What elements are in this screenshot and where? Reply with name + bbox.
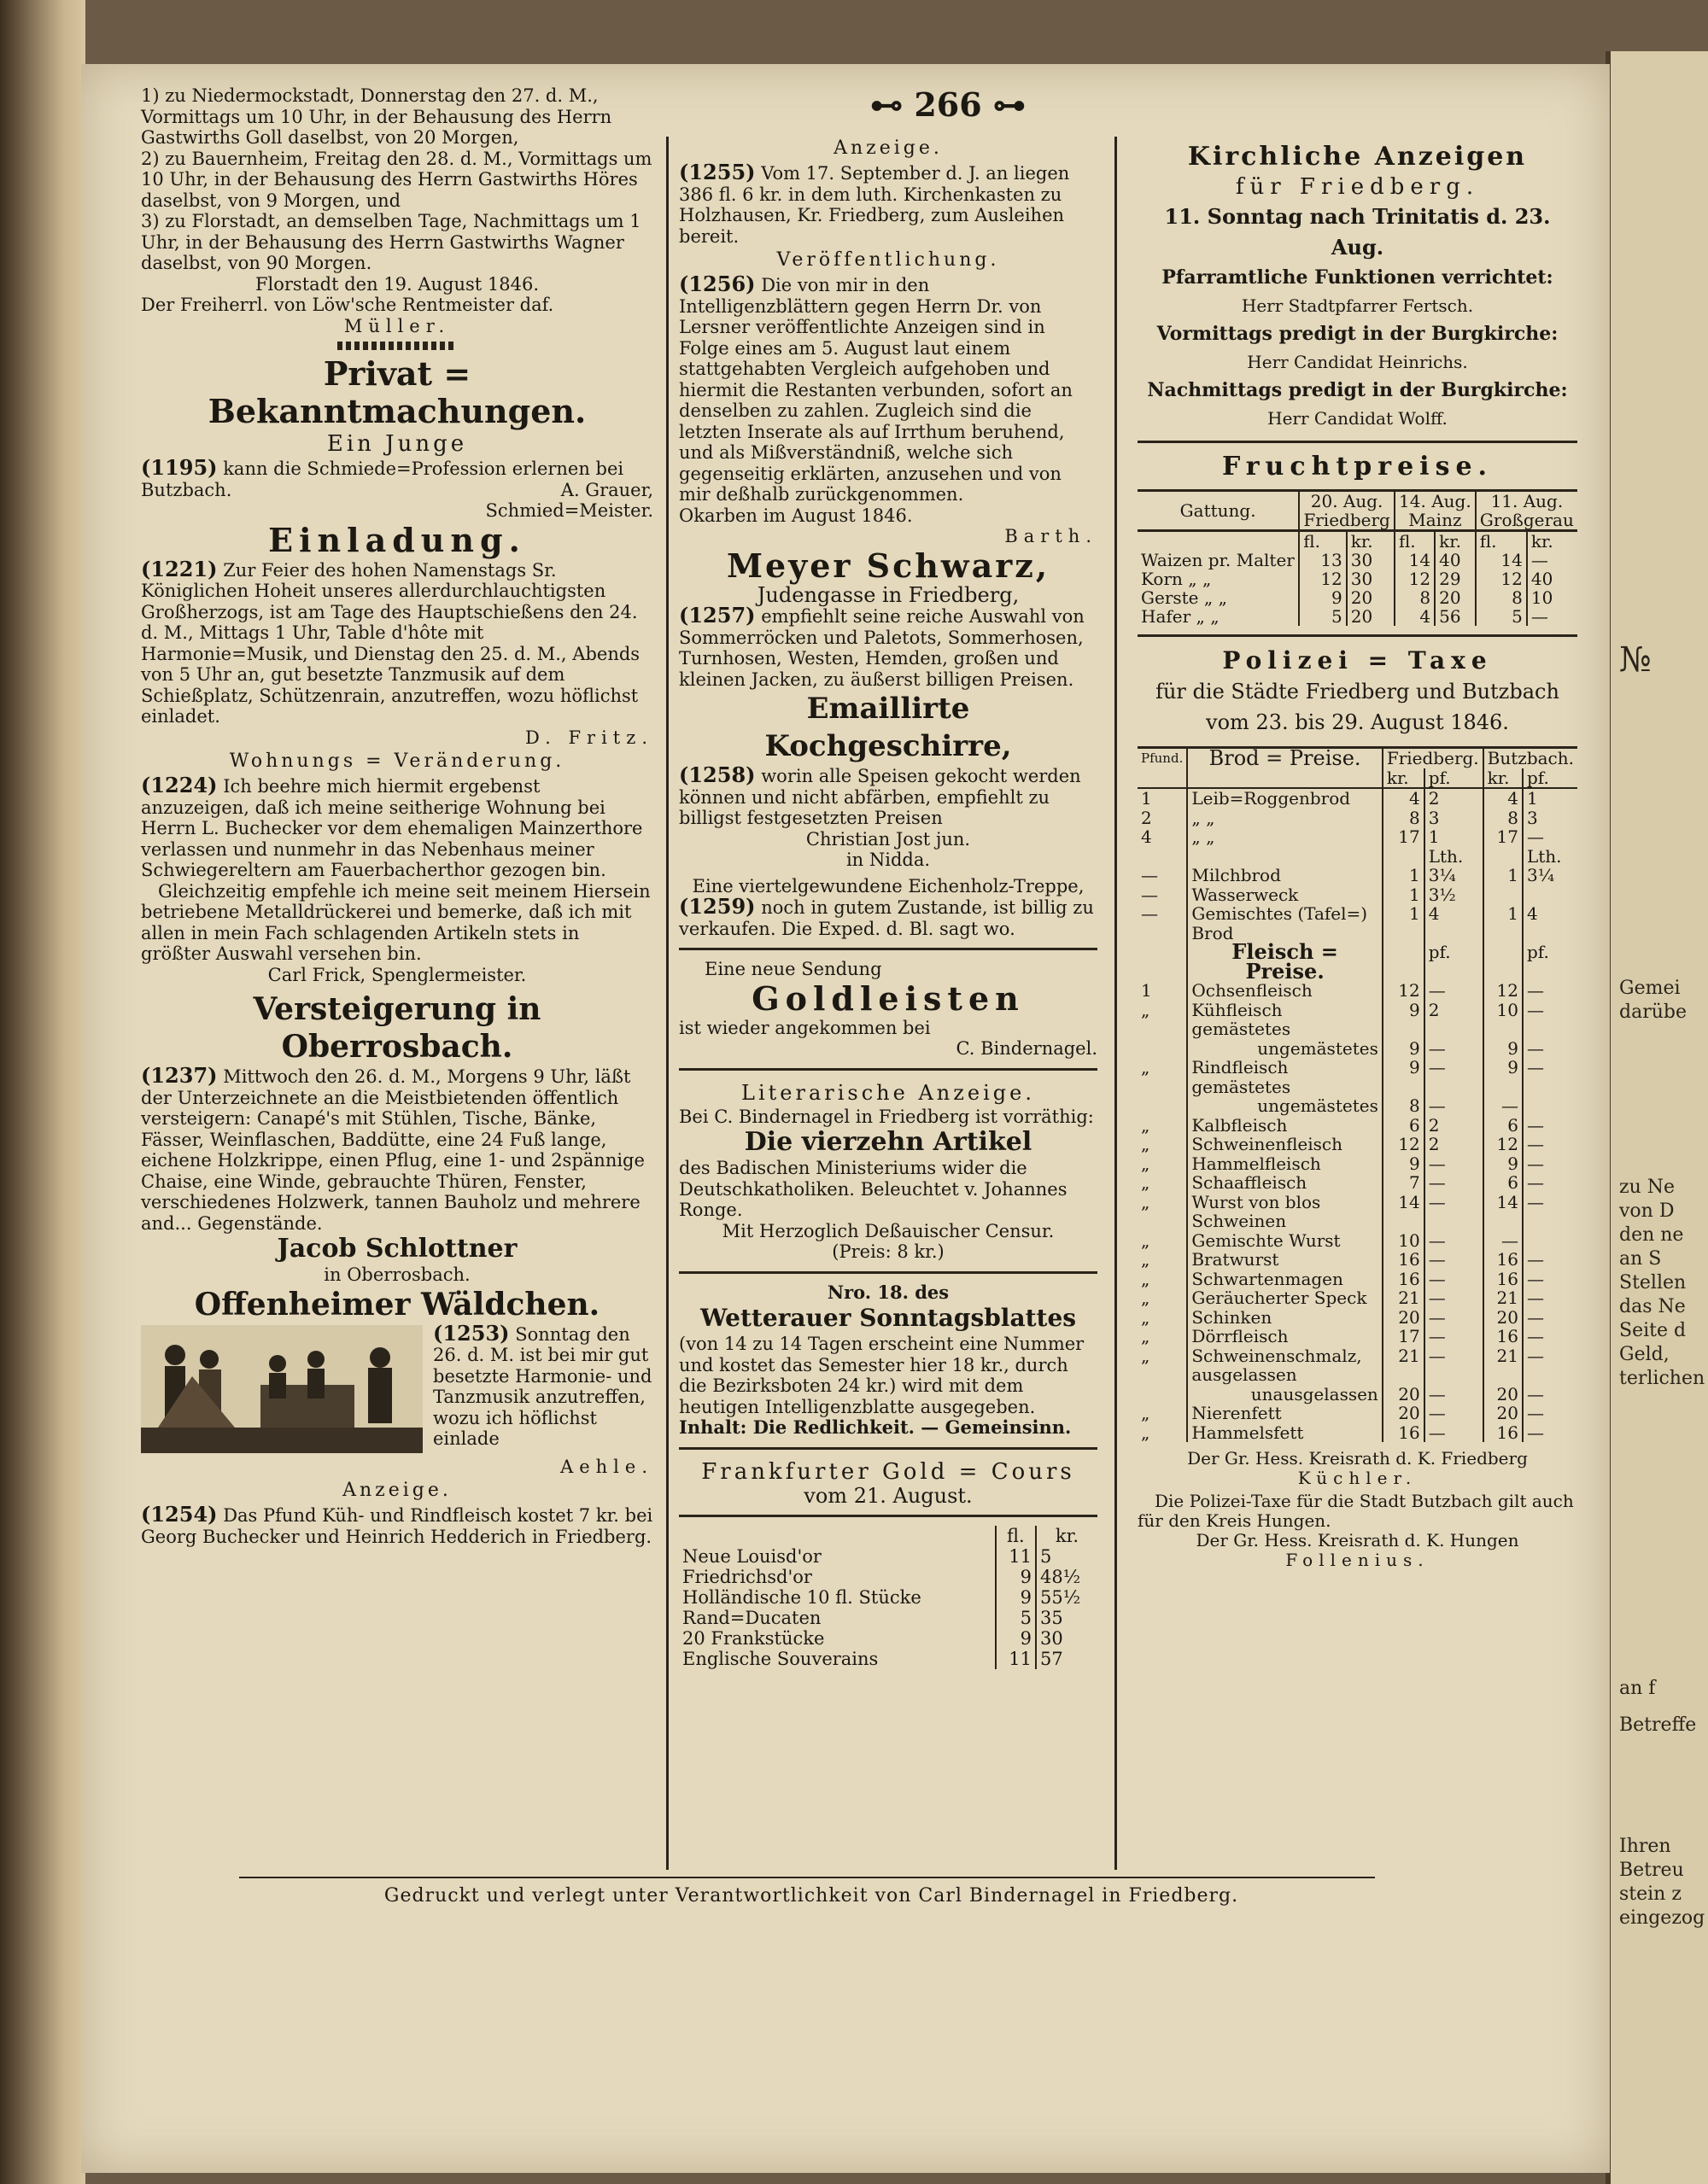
ad-title: Versteigerung in Oberrosbach.	[253, 991, 541, 1065]
printer-imprint: Gedruckt und verlegt unter Verantwortlichkeit von Carl Bindernagel in Friedberg.	[383, 1885, 1239, 1907]
church-line: Pfarramtliche Funktionen verrichtet:	[1161, 266, 1553, 289]
ad-number: (1255)	[679, 160, 756, 184]
ad-signature: Carl Frick, Spenglermeister.	[267, 964, 527, 985]
table-header: Fleisch = Preise. pf. pf.	[1138, 943, 1577, 981]
ad-title: Wohnungs = Veränderung.	[229, 750, 565, 772]
table-subtitle: vom 23. bis 29. August 1846.	[1206, 710, 1509, 734]
church-line: Nachmittags predigt in der Burgkirche:	[1147, 379, 1568, 401]
ad-body: ist wieder angekommen bei	[679, 1017, 931, 1038]
right-page-text: den ne	[1619, 1224, 1684, 1246]
table-row: 1 Leib=Roggenbrod 4 2 4 1	[1138, 788, 1577, 809]
ad-body: (1257) empfiehlt seine reiche Auswahl von Sommerröcken und Paletots, Sommerhosen, Turnhosen, Westen, Hemden, großen und kleinen Jacken, zu äußerst billigen Preisen.	[679, 603, 1085, 690]
table-row: „ Schinken 20 — 20 —	[1138, 1308, 1577, 1328]
table-row: Rand=Ducaten 5 35	[679, 1608, 1097, 1628]
adjacent-page-fragment	[1606, 51, 1708, 2184]
section-heading: Privat = Bekanntmachungen.	[208, 354, 587, 430]
column-divider	[1114, 137, 1117, 1870]
ad-intro: Eine neue Sendung	[705, 959, 882, 979]
official-signature: Küchler.	[1297, 1468, 1418, 1488]
ad-signature: in Nidda.	[845, 850, 931, 870]
divider	[679, 1515, 1097, 1517]
table-title: Polizei = Taxe	[1222, 646, 1493, 674]
table-row: „ Hammelsfett 16 — 16 —	[1138, 1423, 1577, 1443]
table-row: — Wasserweck 1 3½	[1138, 885, 1577, 905]
table-title: Frankfurter Gold = Cours	[701, 1458, 1075, 1485]
church-line: Herr Candidat Wolff.	[1267, 408, 1448, 429]
table-row: Korn „ „ 12 30 12 29 12 40	[1138, 569, 1577, 588]
table-subtitle: vom 21. August.	[804, 1483, 973, 1508]
ornament-rule	[337, 342, 457, 350]
ad-body: (1195) kann die Schmiede=Profession erlernen bei	[141, 455, 624, 480]
right-page-text: №	[1619, 640, 1652, 680]
table-row: 20 Frankstücke 9 30	[679, 1628, 1097, 1649]
footer-rule	[239, 1877, 1375, 1878]
ad-number: (1257)	[679, 603, 756, 628]
place-date: Okarben im August 1846.	[679, 505, 913, 526]
ad-signature: Barth.	[1004, 526, 1097, 546]
ad-body: (1259) noch in gutem Zustande, ist billig zu verkaufen. Die Exped. d. Bl. sagt wo.	[679, 894, 1094, 939]
ad-title: Emaillirte Kochgeschirre,	[764, 692, 1012, 763]
table-row: „ Geräucherter Speck 21 — 21 —	[1138, 1288, 1577, 1308]
bread-price-table	[1138, 746, 1577, 1442]
ad-title: Eine viertelgewundene Eichenholz-Treppe,	[692, 875, 1085, 896]
ad-signature: in Oberrosbach.	[324, 1264, 471, 1285]
right-page-text: von D	[1619, 1200, 1675, 1222]
ad-signature: Jacob Schlottner	[277, 1234, 518, 1264]
table-header: Gattung. 20. Aug. 14. Aug. 11. Aug.	[1138, 491, 1577, 511]
right-page-text: Seite d	[1619, 1320, 1687, 1341]
right-page-text: das Ne	[1619, 1296, 1686, 1317]
ad-body: (1256) Die von mir in den Intelligenzblättern gegen Herrn Dr. von Lersner veröffentlichte Anzeigen sind in Folge eines am 5. August laut einem stattgehabten Vergleich aufgehoben und hiermit die Restanten verbunden, sofort an denselben zu zahlen. Zugleich sind die letzten Inserate als auf Irrthum beruhend, und als Mißverständniß, welche sich gegenseitig erklärten, anzusehen und von mir deßhalb zurückgenommen.	[679, 272, 1073, 505]
ad-signature: Schmied=Meister.	[485, 500, 653, 521]
table-row: — Milchbrod 1 3¼ 1 3¼	[1138, 866, 1577, 885]
divider	[679, 1447, 1097, 1450]
table-row: „ Schaaffleisch 7 — 6 —	[1138, 1173, 1577, 1193]
ad-title: Anzeige.	[834, 137, 943, 159]
right-page-text: Geld,	[1619, 1344, 1670, 1365]
table-row: Holländische 10 fl. Stücke 9 55½	[679, 1587, 1097, 1608]
ad-number: (1259)	[679, 894, 756, 919]
table-row: — Gemischtes (Tafel=) Brod 1 4 1 4	[1138, 904, 1577, 943]
table-header: Friedberg Mainz Großgerau	[1138, 511, 1577, 531]
ad-body: (von 14 zu 14 Tagen erscheint eine Nummer und kostet das Semester hier 18 kr., durch die Bezirksboten 24 kr.) wird mit dem heutigen Intelligenzblatte ausgegeben.	[679, 1334, 1085, 1417]
section-subheading: für Friedberg.	[1235, 174, 1480, 200]
ad-body: (1221) Zur Feier des hohen Namenstags Sr. Königlichen Hoheit unseres allerdurchlauchtigsten Großherzogs, ist am Tage des Hauptschießens den 24. d. M., Mittags 1 Uhr, Table d'hôte mit Harmonie=Musik, und Dienstag den 25. d. M., Abends von 5 Uhr an, gut besetzte Tanzmusik auf dem Schießplatz, Schützenrain, anzutreffen, wozu höflichst einladet.	[141, 556, 640, 727]
official-signature: Der Gr. Hess. Kreisrath d. K. Friedberg	[1187, 1448, 1528, 1469]
right-page-text: stein z	[1619, 1883, 1682, 1905]
divider	[1138, 441, 1577, 443]
table-row: Neue Louisd'or 11 5	[679, 1546, 1097, 1567]
table-row: „ Nierenfett 20 — 20 —	[1138, 1404, 1577, 1423]
ad-number: (1224)	[141, 773, 218, 797]
ad-body: des Badischen Ministeriums wider die Deutschkatholiken. Beleuchtet v. Johannes Ronge.	[679, 1158, 1068, 1220]
column-divider	[666, 137, 669, 1870]
ad-title: Anzeige.	[342, 1480, 452, 1501]
right-page-text: darübe	[1619, 1001, 1687, 1023]
table-row: 2 „ „ 8 3 8 3	[1138, 809, 1577, 828]
ad-number: (1258)	[679, 762, 756, 787]
ad-body: (1237) Mittwoch den 26. d. M., Morgens 9 Uhr, läßt der Unterzeichnete an die Meistbietenden öffentlich versteigern: Canapé's mit Stühlen, Tische, Bänke, Fässer, Weinflaschen, Baddütte, eine 24 Fuß lange, eichene Holzkrippe, einen Pflug, eine 1- und 2spännige Chaise, eine Winde, gebrauchte Thüren, Fenster, verschiedenes Holzwerk, tannen Bauholz und mehrere and... Gegenstände.	[141, 1063, 645, 1234]
church-line: Vormittags predigt in der Burgkirche:	[1156, 323, 1559, 345]
right-page-text: Betreffe	[1619, 1714, 1697, 1736]
ornament-icon: ⊶	[981, 85, 1026, 124]
book-binding-left	[0, 0, 85, 2184]
gold-cours-table	[679, 1526, 1097, 1669]
table-header: fl. kr. fl. kr. fl. kr.	[1138, 531, 1577, 552]
table-subtitle: für die Städte Friedberg und Butzbach	[1155, 680, 1559, 704]
right-page-text: an f	[1619, 1678, 1656, 1699]
column-1	[141, 85, 653, 1547]
table-row: „ Schwartenmagen 16 — 16 —	[1138, 1270, 1577, 1289]
ad-body: (1224) Ich beehre mich hiermit ergebenst anzuzeigen, daß ich meine seitherige Wohnung bei Herrn L. Buchecker vor dem ehemaligen Mainzerthore verlassen und nunmehr in das Nebenhaus meiner Schwiegereltern am Fauerbacherthor gezogen bin.	[141, 773, 643, 880]
dancers-woodcut-illustration	[141, 1325, 423, 1453]
table-row: „ Kalbfleisch 6 2 6 —	[1138, 1116, 1577, 1136]
table-row: ungemästetes 9 — 9 —	[1138, 1039, 1577, 1059]
divider	[679, 948, 1097, 950]
table-title: Fruchtpreise.	[1221, 452, 1493, 482]
ad-title: Goldleisten	[752, 978, 1025, 1018]
ad-title: Einladung.	[268, 520, 526, 559]
signer: Der Freiherrl. von Löw'sche Rentmeister daf.	[141, 295, 554, 315]
church-line: Herr Candidat Heinrichs.	[1247, 352, 1468, 372]
table-header: kr. pf. kr. pf.	[1138, 768, 1577, 789]
price: (Preis: 8 kr.)	[832, 1241, 945, 1262]
page-number: ⊷ 266 ⊶	[870, 85, 1026, 124]
ad-body: Gleichzeitig empfehle ich meine seit meinem Hiersein betriebene Metalldrückerei und bemerke, daß ich mit allen in mein Fach schlagenden Artikeln stets in größter Auswahl versehen bin.	[141, 880, 651, 964]
table-row: Englische Souverains 11 57	[679, 1649, 1097, 1669]
table-row: „ Rindfleisch gemästetes 9 — 9 —	[1138, 1058, 1577, 1096]
ad-number: (1237)	[141, 1063, 218, 1088]
ad-body: (1258) worin alle Speisen gekocht werden können und nicht abfärben, empfiehlt zu billigst festgesetzten Preisen	[679, 762, 1081, 828]
book-title: Die vierzehn Artikel	[744, 1127, 1032, 1157]
ad-signature: C. Bindernagel.	[956, 1038, 1097, 1059]
auction-list	[141, 85, 653, 274]
table-row: „ Wurst von blos Schweinen 14 — 14 —	[1138, 1193, 1577, 1231]
ad-signature: Butzbach. A. Grauer,	[141, 479, 653, 500]
place-date: Florstadt den 19. August 1846.	[254, 273, 540, 295]
table-row: „ Dörrfleisch 17 — 16 —	[1138, 1327, 1577, 1346]
ad-number: (1256)	[679, 272, 756, 296]
table-header: fl. kr.	[679, 1526, 1097, 1546]
official-signature: Der Gr. Hess. Kreisrath d. K. Hungen	[1196, 1530, 1519, 1550]
official-signature: Follenius.	[1285, 1550, 1430, 1570]
divider	[679, 1068, 1097, 1071]
right-page-text: Gemei	[1619, 978, 1681, 999]
right-page-text: an S	[1619, 1248, 1662, 1270]
table-row: Gerste „ „ 9 20 8 20 8 10	[1138, 588, 1577, 607]
section-heading: Kirchliche Anzeigen	[1187, 142, 1528, 172]
ad-number: (1221)	[141, 556, 218, 581]
ad-title: Literarische Anzeige.	[741, 1080, 1035, 1105]
ad-number: (1195)	[141, 455, 218, 480]
right-page-text: Betreu	[1619, 1860, 1684, 1881]
ad-signature: D. Fritz.	[525, 727, 653, 748]
ad-title: Nro. 18. des	[827, 1281, 950, 1303]
church-line: Herr Stadtpfarrer Fertsch.	[1241, 295, 1474, 316]
table-row: „ Hammelfleisch 9 — 9 —	[1138, 1154, 1577, 1174]
ad-title: Wetterauer Sonntagsblattes	[699, 1304, 1077, 1332]
list-item: 1) zu Niedermockstadt, Donnerstag den 27. d. M., Vormittags um 10 Uhr, in der Behausung des Herrn Gastwirths Goll daselbst, von 20 Morgen,	[141, 85, 612, 148]
divider	[1138, 634, 1577, 637]
right-page-text: terlichen	[1619, 1368, 1705, 1389]
ad-body: (1254) Das Pfund Küh- und Rindfleisch kostet 7 kr. bei Georg Buchecker und Heinrich Hedderich in Friedberg.	[141, 1502, 653, 1547]
table-row: 1 Ochsenfleisch 12 — 12 —	[1138, 981, 1577, 1001]
ad-number: (1254)	[141, 1502, 218, 1527]
table-row: Waizen pr. Malter 13 30 14 40 14 —	[1138, 551, 1577, 569]
ad-signature: Christian Jost jun.	[805, 828, 971, 850]
list-item: 3) zu Florstadt, an demselben Tage, Nachmittags um 1 Uhr, in der Behausung des Herrn Gastwirths Wagner daselbst, von 90 Morgen.	[141, 211, 641, 273]
table-row: 4 „ „ 17 1 17 —	[1138, 827, 1577, 847]
table-row: ungemästetes 8 — —	[1138, 1096, 1577, 1116]
note: Die Polizei-Taxe für die Stadt Butzbach gilt auch für den Kreis Hungen.	[1138, 1491, 1574, 1531]
right-page-text: eingezog	[1619, 1907, 1705, 1929]
divider	[679, 1271, 1097, 1274]
table-header: Pfund. Brod = Preise. Friedberg. Butzbach.	[1138, 748, 1577, 768]
table-row: „ Schweinenfleisch 12 2 12 —	[1138, 1135, 1577, 1154]
ad-body: (1253) Sonntag den 26. d. M. ist bei mir gut besetzte Harmonie- und Tanzmusik anzutreffen, wozu ich höflichst einlade	[141, 1323, 653, 1457]
column-3	[1138, 85, 1577, 1570]
column-2	[679, 85, 1097, 1669]
ad-title: Veröffentlichung.	[776, 249, 1000, 271]
ad-title: Offenheimer Wäldchen.	[194, 1286, 600, 1323]
table-row: Friedrichsd'or 9 48½	[679, 1567, 1097, 1587]
table-row: „ Gemischte Wurst 10 — —	[1138, 1231, 1577, 1251]
church-date: 11. Sonntag nach Trinitatis d. 23. Aug.	[1164, 204, 1551, 260]
ad-signature: Aehle.	[560, 1456, 653, 1477]
ad-title: Meyer Schwarz,	[726, 546, 1050, 585]
table-row: Hafer „ „ 5 20 4 56 5 —	[1138, 607, 1577, 626]
signer-name: Müller.	[343, 315, 451, 336]
ad-body: (1255) Vom 17. September d. J. an liegen 386 fl. 6 kr. in dem luth. Kirchenkasten zu Holzhausen, Kr. Friedberg, zum Ausleihen bereit.	[679, 160, 1070, 247]
ornament-icon: ⊷	[870, 85, 915, 124]
table-row: unausgelassen 20 — 20 —	[1138, 1385, 1577, 1404]
ad-body: Inhalt: Die Redlichkeit. — Gemeinsinn.	[679, 1416, 1072, 1438]
table-row: Lth. Lth.	[1138, 847, 1577, 867]
right-page-text: zu Ne	[1619, 1177, 1676, 1198]
table-row: „ Schweinenschmalz, ausgelassen 21 — 21 —	[1138, 1346, 1577, 1385]
right-page-text: Ihren	[1619, 1836, 1671, 1857]
ad-body: Bei C. Bindernagel in Friedberg ist vorräthig:	[679, 1106, 1094, 1127]
table-row: „ Bratwurst 16 — 16 —	[1138, 1250, 1577, 1270]
table-row: „ Kühfleisch gemästetes 9 2 10 —	[1138, 1001, 1577, 1039]
ad-body: Mit Herzoglich Deßauischer Censur.	[722, 1220, 1055, 1241]
list-item: 2) zu Bauernheim, Freitag den 28. d. M., Vormittags um 10 Uhr, in der Behausung des Herrn Gastwirths Höres daselbst, von 9 Morgen, und	[141, 148, 652, 211]
ad-number: (1253)	[433, 1323, 510, 1346]
right-page-text: Stellen	[1619, 1272, 1687, 1293]
ad-subtitle: Judengasse in Friedberg,	[757, 582, 1020, 607]
ad-title: Ein Junge	[326, 431, 468, 457]
grain-price-table	[1138, 489, 1577, 626]
